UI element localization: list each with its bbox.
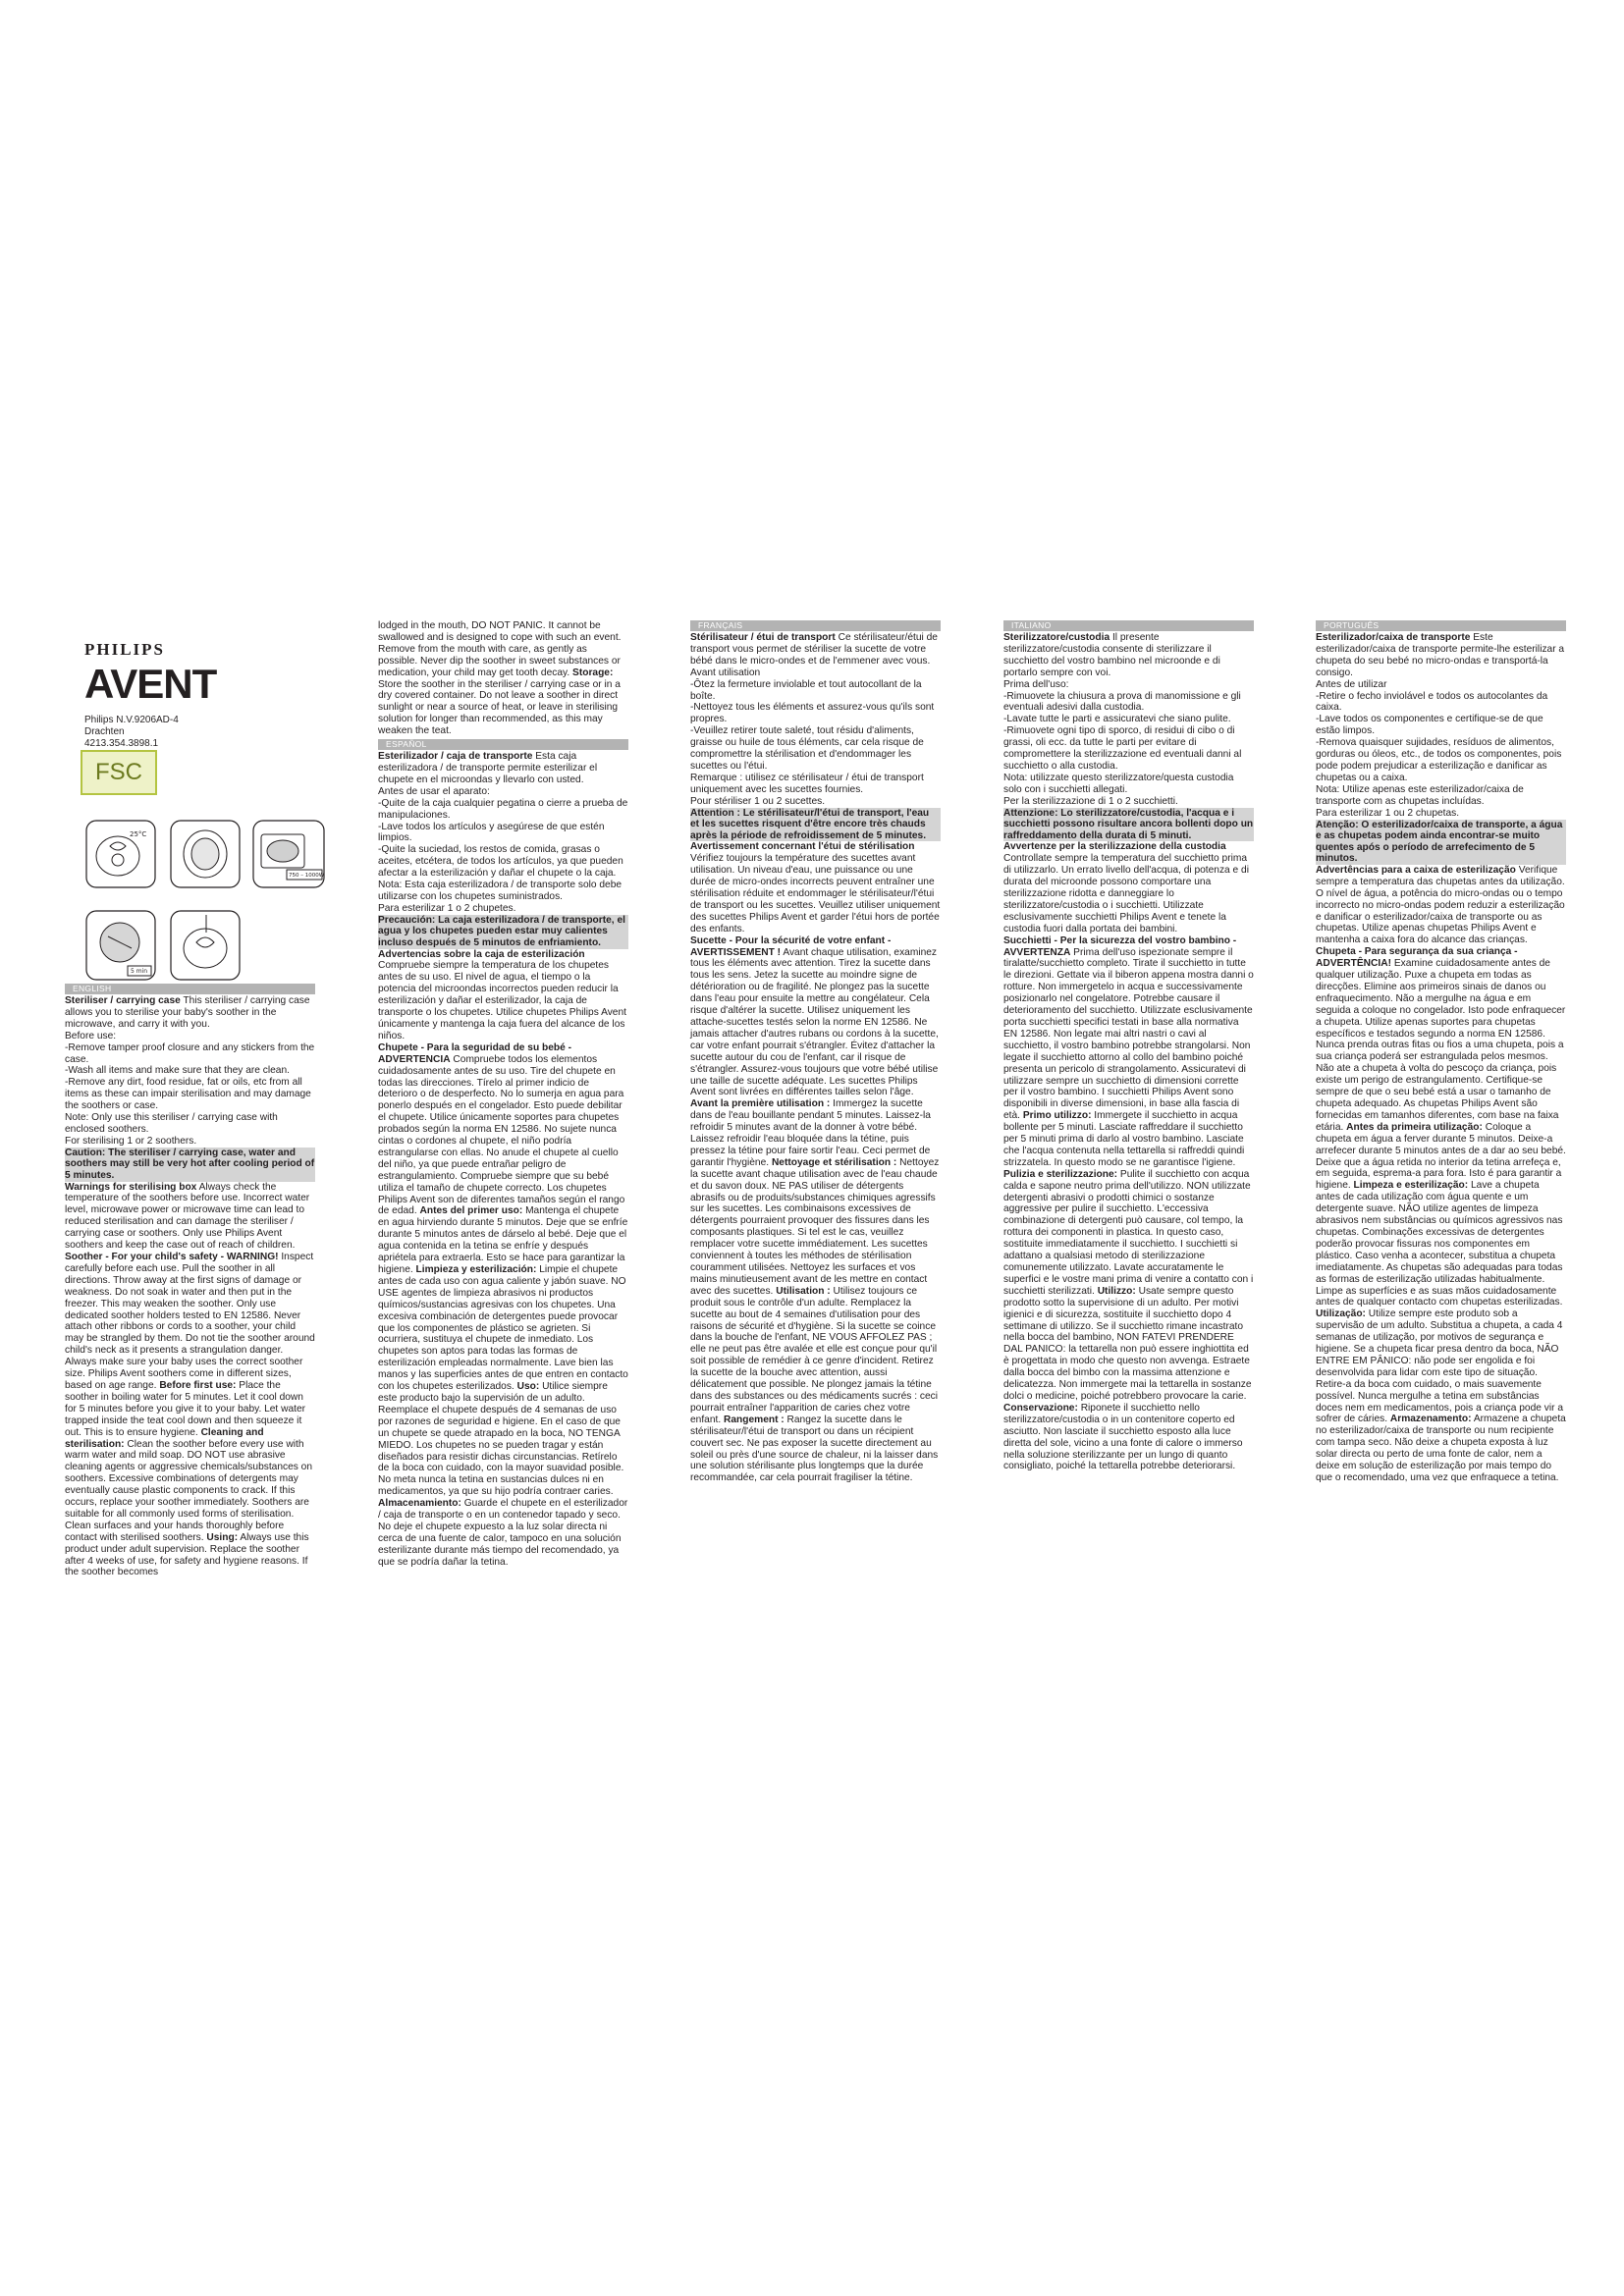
column-english-cont-espanol: lodged in the mouth, DO NOT PANIC. It cannot be swallowed and is designed to cope with such an event. Remove from the mouth with care, as gently as possible. Never dip the soother in sweet substances or medication, your child may get tooth decay. Storage: Store the soother in the steriliser / carrying case or in a dry covered container. Do not leave a soother in direct sunlight or near a source of heat, or leave in sterilising solution for longer than recommended, as this may weaken the teat. ESPAÑOL Esterilizador / caja de transporte Esta caja esterilizadora / de transporte permite esterilizar el chupete en el microondas y llevarlo con usted. Antes de usar el aparato: -Quite de la caja cualquier pegatina o cierre a prueba de manipulaciones. -Lave todos los artículos y asegúrese de que estén limpios. -Quite la suciedad, los restos de comida, grasas o aceites, etcétera, de todos los artículos, ya que pueden afectar a la esterilización y dañar el chupete o la caja. Nota: Esta caja esterilizadora / de transporte solo debe utilizarse con los chupetes suministrados. Para esterilizar 1 o 2 chupetes. Precaución: La caja esterilizadora / de transporte, el agua y los chupetes pueden estar muy calientes incluso después de 5 minutos de enfriamiento. Advertencias sobre la caja de esterilización Compruebe siempre la temperatura de los chupetes antes de su uso. El nivel de agua, el tiempo o la potencia del microondas incorrectos pueden reducir la esterilización y dañar el esterilizador, la caja de transporte o los chupetes. Utilice chupetes Philips Avent únicamente y mantenga la caja fuera del alcance de los niños. Chupete - Para la seguridad de su bebé - ADVERTENCIA Compruebe todos los elementos cuidadosamente antes de su uso. Tire del chupete en todas las direcciones. Tírelo al primer indicio de deterioro o de desperfecto. No lo sumerja en agua para ponerlo después en el congelador. Esto puede debilitar el chupete. Utilice únicamente soportes para chupetes probados según la norma EN 12586. No sujete nunca cintas o cordones al chupete, el niño podría estrangularse con ellas. No anude el chupete al cuello del niño, ya que puede entrañar peligro de estrangulamiento. Compruebe siempre que su bebé utiliza el tamaño de chupete correcto. Los chupetes Philips Avent son de diferentes tamaños según el rango de edad. Antes del primer uso: Mantenga el chupete en agua hirviendo durante 5 minutos. Deje que se enfríe durante 5 minutos antes de dárselo al bebé. Deje que el agua contenida en la tetina se enfríe y después apriétela para extraerla. Esto se hace para garantizar la higiene. Limpieza y esterilización: Limpie el chupete antes de cada uso con agua caliente y jabón suave. NO USE agentes de limpieza abrasivos ni productos químicos/sustancias agresivas con los chupetes. Una excesiva combinación de detergentes puede provocar que los componentes de plástico se agrieten. Si ocurriera, sustituya el chupete de inmediato. Los chupetes son aptos para todas las formas de esterilización empleadas normalmente. Lave bien las manos y las superficies antes de que entren en contacto con los chupetes esterilizados. Uso: Utilice siempre este producto bajo la supervisión de un adulto. Reemplace el chupete después de 4 semanas de uso por razones de seguridad e higiene. En el caso de que un chupete se quede atrapado en la boca, NO TENGA MIEDO. Los chupetes no se pueden tragar y están diseñados para resistir dichas circunstancias. Retírelo de la boca con cuidado, con la mayor suavidad posible. No meta nunca la tetina en sustancias dulces ni en medicamentos, ya que su hijo podría contraer caries. Almacenamiento: Guarde el chupete en el esterilizador / caja de transporte o en un contenedor tapado y seco. No deje el chupete expuesto a la luz solar directa ni cerca de una fuente de calor, tampoco en una solución esterilizante durante más tiempo del recomendado, ya que se podría dañar la tetina. [378, 620, 628, 1568]
philips-logo: PHILIPS [84, 640, 166, 659]
column-italiano: ITALIANO Sterilizzatore/custodia Il presente sterilizzatore/custodia consente di sterilizzare il succhietto del vostro bambino nel microonde e di portarlo sempre con voi. Prima dell'uso: -Rimuovete la chiusura a prova di manomissione e gli eventuali adesivi dalla custodia. -Lavate tutte le parti e assicuratevi che siano pulite. -Rimuovete ogni tipo di sporco, di residui di cibo o di grassi, oli ecc. da tutte le parti per evitare di compromettere la sterilizzazione ed eventuali danni al succhietto o alla custodia. Nota: utilizzate questo sterilizzatore/questa custodia solo con i succhietti allegati. Per la sterilizzazione di 1 o 2 succhietti. Attenzione: Lo sterilizzatore/custodia, l'acqua e i succhietti possono risultare ancora bollenti dopo un raffreddamento della durata di 5 minuti. Avvertenze per la sterilizzazione della custodia Controllate sempre la temperatura del succhietto prima di utilizzarlo. Un errato livello dell'acqua, di potenza e di durata del microonde possono comportare una sterilizzazione ridotta e danneggiare lo sterilizzatore/custodia o i succhietti. Utilizzate esclusivamente succhietti Philips Avent e tenete la custodia fuori dalla portata dei bambini. Succhietti - Per la sicurezza del vostro bambino - AVVERTENZA Prima dell'uso ispezionate sempre il tiralatte/succhietto completo. Tirate il succhietto in tutte le direzioni. Gettate via il biberon appena mostra danni o rotture. Non immergetelo in acqua e successivamente posizionarlo nel congelatore. Potrebbe causare il deterioramento del succhietto. Utilizzate esclusivamente porta succhietti specifici testati in base alla normativa EN 12586. Non legate mai altri nastri o cavi al succhietto, il vostro bambino potrebbe strangolarsi. Non legate il succhietto attorno al collo del bambino poiché presenta un pericolo di strangolamento. Assicuratevi di utilizzare sempre un succhietto di dimensioni corrette per il vostro bambino. I succhietti Philips Avent sono disponibili in diverse dimensioni, in base alla fascia di età. Primo utilizzo: Immergete il succhietto in acqua bollente per 5 minuti. Lasciate raffreddare il succhietto per 5 minuti prima di darlo al vostro bambino. Lasciate che l'acqua contenuta nella tettarella si raffreddi quindi strizzatela. In questo modo se ne garantisce l'igiene. Pulizia e sterilizzazione: Pulite il succhietto con acqua calda e sapone neutro prima dell'utilizzo. NON utilizzate detergenti abrasivi o prodotti chimici o sostanze aggressive per pulire il succhietto. L'eccessiva combinazione di detergenti può causare, col tempo, la rottura dei componenti in plastica. In questo caso, sostituite immediatamente il succhietto. I succhietti si adattano a qualsiasi metodo di sterilizzazione comunemente utilizzato. Lavate accuratamente le superfici e le vostre mani prima di venire a contatto con i succhietti sterilizzati. Utilizzo: Usate sempre questo prodotto sotto la supervisione di un adulto. Per motivi igienici e di sicurezza, sostituite il succhietto dopo 4 settimane di utilizzo. Se il succhietto rimane incastrato nella bocca del bambino, NON FATEVI PRENDERE DAL PANICO: la tettarella non può essere inghiottita ed è progettata in modo che questo non avvenga. Estraete dalla bocca del bimbo con la massima attenzione e delicatezza. Non immergete mai la tettarella in sostanze dolci o medicine, poiché potrebbero provocare la carie. Conservazione: Riponete il succhietto nello sterilizzatore/custodia o in un contenitore coperto ed asciutto. Non lasciate il succhietto esposto alla luce diretta del sole, vicino a una fonte di calore o immerso nella soluzione sterilizzante per un lungo di quanto consigliato, poiché la tettarella potrebbe deteriorarsi. [1003, 620, 1254, 1472]
power-label: 750 – 1000W [289, 873, 325, 879]
caution-box: Attention : Le stérilisateur/l'étui de transport, l'eau et les sucettes risquent d'être encore très chauds après la période de refroidissement de 5 minutes. [690, 808, 941, 842]
caution-box: Caution: The steriliser / carrying case, water and soothers may still be very hot after cooling period of 5 minutes. [65, 1147, 315, 1181]
figure-cool-down [86, 911, 155, 980]
caution-box: Attenzione: Lo sterilizzatore/custodia, l'acqua e i succhietti possono risultare ancora bollenti dopo un raffreddamento della durata di 5 minuti. [1003, 807, 1254, 841]
caution-box: Atenção: O esterilizador/caixa de transporte, a água e as chupetas podem ainda encontrar-se muito quentes após o período de arrefecimento de 5 minutos. [1316, 820, 1566, 865]
column-english: ENGLISH Steriliser / carrying case This steriliser / carrying case allows you to sterilise your baby's soother in the microwave, and carry it with you. Before use: -Remove tamper proof closure and any stickers from the case. -Wash all items and make sure that they are clean. -Remove any dirt, food residue, fat or oils, etc from all items as these can impair sterilisation and may damage the soothers or case. Note: Only use this steriliser / carrying case with enclosed soothers. For sterilising 1 or 2 soothers. Caution: The steriliser / carrying case, water and soothers may still be very hot after cooling period of 5 minutes. Warnings for sterilising box Always check the temperature of the soothers before use. Incorrect water level, microwave power or microwave time can lead to reduced sterilisation and can damage the steriliser / carrying case or soothers. Only use Philips Avent soothers and keep the case out of reach of children. Soother - For your child's safety - WARNING! Inspect carefully before each use. Pull the soother in all directions. Throw away at the first signs of damage or weakness. Do not soak in water and then put in the freezer. This may weaken the soother. Only use dedicated soother holders tested to EN 12586. Never attach other ribbons or cords to a soother, your child may be strangled by them. Do not tie the soother around child's neck as it presents a strangulation danger. Always make sure your baby uses the correct soother size. Philips Avent soothers come in different sizes, based on age range. Before first use: Place the soother in boiling water for 5 minutes. Let it cool down for 5 minutes before you give it to your baby. Let water trapped inside the teat cool down and then squeeze it out. This is to ensure hygiene. Cleaning and sterilisation: Clean the soother before every use with warm water and mild soap. DO NOT use abrasive cleaning agents or aggressive chemicals/substances on soothers. Excessive combinations of detergents may eventually cause plastic components to crack. If this occurs, replace your soother immediately. Soothers are suitable for all commonly used forms of sterilisation. Clean surfaces and your hands thoroughly before contact with sterilised soothers. Using: Always use this product under adult supervision. Replace the soother after 4 weeks of use, for safety and hygiene reasons. If the soother becomes [65, 984, 315, 1578]
address: Philips N.V.9206AD-4 Drachten 4213.354.3898.1 [84, 715, 179, 749]
avent-logo: AVENT [84, 661, 217, 707]
instruction-figures [84, 817, 330, 993]
figure-fill-water [86, 821, 155, 887]
figure-close-case [171, 821, 240, 887]
caution-box: Precaución: La caja esterilizadora / de transporte, el agua y los chupetes pueden estar muy calientes incluso después de 5 minutos de enfriamiento. [378, 915, 628, 949]
temp-label: 25°C [130, 830, 147, 838]
section-header-francais: FRANÇAIS [690, 620, 941, 631]
section-header-english: ENGLISH [65, 984, 315, 994]
fsc-logo: FSC [81, 750, 157, 795]
figure-microwave [253, 821, 325, 887]
brand-block [84, 640, 217, 750]
column-portugues: PORTUGUÊS Esterilizador/caixa de transporte Este esterilizador/caixa de transporte permite-lhe esterilizar a chupeta do seu bebé no micro-ondas e transportá-la consigo. Antes de utilizar -Retire o fecho inviolável e todos os autocolantes da caixa. -Lave todos os componentes e certifique-se de que estão limpos. -Remova quaisquer sujidades, resíduos de alimentos, gorduras ou óleos, etc., de todos os componentes, pois pode podem prejudicar a esterilização e danificar as chupetas ou a caixa. Nota: Utilize apenas este esterilizador/caixa de transporte com as chupetas incluídas. Para esterilizar 1 ou 2 chupetas. Atenção: O esterilizador/caixa de transporte, a água e as chupetas podem ainda encontrar-se muito quentes após o período de arrefecimento de 5 minutos. Advertências para a caixa de esterilização Verifique sempre a temperatura das chupetas antes da utilização. O nível de água, a potência do micro-ondas ou o tempo incorrecto no micro-ondas podem reduzir a esterilização e danificar o esterilizador/caixa de transporte ou as chupetas. Utilize apenas chupetas Philips Avent e mantenha a caixa fora do alcance das crianças. Chupeta - Para segurança da sua criança - ADVERTÊNCIA! Examine cuidadosamente antes de qualquer utilização. Puxe a chupeta em todas as direcções. Elimine aos primeiros sinais de danos ou enfraquecimento. Não a mergulhe na água e em seguida a coloque no congelador. Isto pode enfraquecer a chupeta. Utilize apenas suportes para chupetas específicos e testados segundo a norma EN 12586. Nunca prenda outras fitas ou fios a uma chupeta, pois a sua criança poderá ser estrangulada pelos mesmos. Não ate a chupeta à volta do pescoço da criança, pois existe um perigo de estrangulamento. Certifique-se sempre de que o seu bebé está a usar o tamanho de chupeta adequado. As chupetas Philips Avent são fornecidas em tamanhos diferentes, com base na faixa etária. Antes da primeira utilização: Coloque a chupeta em água a ferver durante 5 minutos. Deixe-a arrefecer durante 5 minutos antes de a dar ao seu bebé. Deixe que a água retida no interior da tetina arrefeça e, em seguida, esprema-a para fora. Isto é para garantir a higiene. Limpeza e esterilização: Lave a chupeta antes de cada utilização com água quente e um detergente suave. NÃO utilize agentes de limpeza abrasivos nem substâncias ou químicos agressivos nas chupetas. Combinações excessivas de detergentes poderão provocar fissuras nos componentes em plástico. Caso venha a acontecer, substitua a chupeta imediatamente. As chupetas são adequadas para todas as formas de esterilização utilizadas habitualmente. Limpe as superfícies e as suas mãos cuidadosamente antes de qualquer contacto com chupetas esterilizadas. Utilização: Utilize sempre este produto sob a supervisão de um adulto. Substitua a chupeta, a cada 4 semanas de utilização, por motivos de segurança e higiene. Se a chupeta ficar presa dentro da boca, NÃO ENTRE EM PÂNICO: não pode ser engolida e foi desenvolvida para lidar com este tipo de situação. Retire-a da boca com cuidado, o mais suavemente possível. Nunca mergulhe a tetina em substâncias doces nem em medicamentos, pois a criança pode vir a sofrer de cáries. Armazenamento: Armazene a chupeta no esterilizador/caixa de transporte ou num recipiente com tampa seco. Não deixe a chupeta exposta à luz solar directa ou perto de uma fonte de calor, nem a deixe em solução de esterilização por mais tempo do que o recomendado, uma vez que enfraquece a tetina. [1316, 620, 1566, 1483]
section-header-espanol: ESPAÑOL [378, 739, 628, 750]
figure-remove-soother [171, 911, 240, 980]
section-header-portugues: PORTUGUÊS [1316, 620, 1566, 631]
section-header-italiano: ITALIANO [1003, 620, 1254, 631]
time-label: 5 min [131, 968, 148, 975]
column-francais: FRANÇAIS Stérilisateur / étui de transport Ce stérilisateur/étui de transport vous permet de stériliser la sucette de votre bébé dans le micro-ondes et de l'emmener avec vous. Avant utilisation -Ôtez la fermeture inviolable et tout autocollant de la boîte. -Nettoyez tous les éléments et assurez-vous qu'ils sont propres. -Veuillez retirer toute saleté, tout résidu d'aliments, graisse ou huile de tous éléments, car cela risque de compromettre la stérilisation et d'endommager les sucettes ou l'étui. Remarque : utilisez ce stérilisateur / étui de transport uniquement avec les sucettes fournies. Pour stériliser 1 ou 2 sucettes. Attention : Le stérilisateur/l'étui de transport, l'eau et les sucettes risquent d'être encore très chauds après la période de refroidissement de 5 minutes. Avertissement concernant l'étui de stérilisation Vérifiez toujours la température des sucettes avant utilisation. Un niveau d'eau, une puissance ou une durée de micro-ondes incorrects peuvent entraîner une stérilisation réduite et endommager le stérilisateur/l'étui de transport ou les sucettes. Veuillez utiliser uniquement des sucettes Philips Avent et garder l'étui hors de portée des enfants. Sucette - Pour la sécurité de votre enfant - AVERTISSEMENT ! Avant chaque utilisation, examinez tous les éléments avec attention. Tirez la sucette dans tous les sens. Jetez la sucette au moindre signe de détérioration ou de fragilité. Ne plongez pas la sucette dans l'eau pour ensuite la mettre au congélateur. Cela risque d'altérer la sucette. Utilisez uniquement les attache-sucettes testés selon la norme EN 12586. Ne jamais attacher d'autres rubans ou cordons à la sucette, car votre enfant pourrait s'étrangler. Évitez d'attacher la sucette autour du cou de l'enfant, car il risque de s'étrangler. Assurez-vous toujours que votre bébé utilise une taille de sucette adéquate. Les sucettes Philips Avent sont livrées en différentes tailles selon l'âge. Avant la première utilisation : Immergez la sucette dans de l'eau bouillante pendant 5 minutes. Laissez-la refroidir 5 minutes avant de la donner à votre bébé. Laissez refroidir l'eau bloquée dans la tétine, puis pressez la tétine pour faire sortir l'eau. Ceci permet de garantir l'hygiène. Nettoyage et stérilisation : Nettoyez la sucette avant chaque utilisation avec de l'eau chaude et du savon doux. NE PAS utiliser de détergents abrasifs ou de produits/substances chimiques agressifs sur les sucettes. Les combinaisons excessives de détergents pourraient provoquer des fissures dans les composants plastiques. Si tel est le cas, veuillez remplacer votre sucette immédiatement. Les sucettes conviennent à toutes les méthodes de stérilisation couramment utilisées. Nettoyez les surfaces et vos mains minutieusement avant de les mettre en contact avec des sucettes. Utilisation : Utilisez toujours ce produit sous le contrôle d'un adulte. Remplacez la sucette au bout de 4 semaines d'utilisation pour des raisons de sécurité et d'hygiène. Si la sucette se coince dans la bouche de l'enfant, NE VOUS AFFOLEZ PAS ; elle ne peut pas être avalée et elle est conçue pour qu'il soit possible de remédier à ce genre d'incident. Retirez la sucette de la bouche avec attention, aussi délicatement que possible. Ne plongez jamais la tétine dans des substances ou des médicaments sucrés : ceci pourrait entraîner l'apparition de caries chez votre enfant. Rangement : Rangez la sucette dans le stérilisateur/l'étui de transport ou dans un récipient couvert sec. Ne pas exposer la sucette directement au soleil ou près d'une source de chaleur, ni la laisser dans une solution stérilisante plus longtemps que la durée recommandée, car cela pourrait fragiliser la tétine. [690, 620, 941, 1484]
